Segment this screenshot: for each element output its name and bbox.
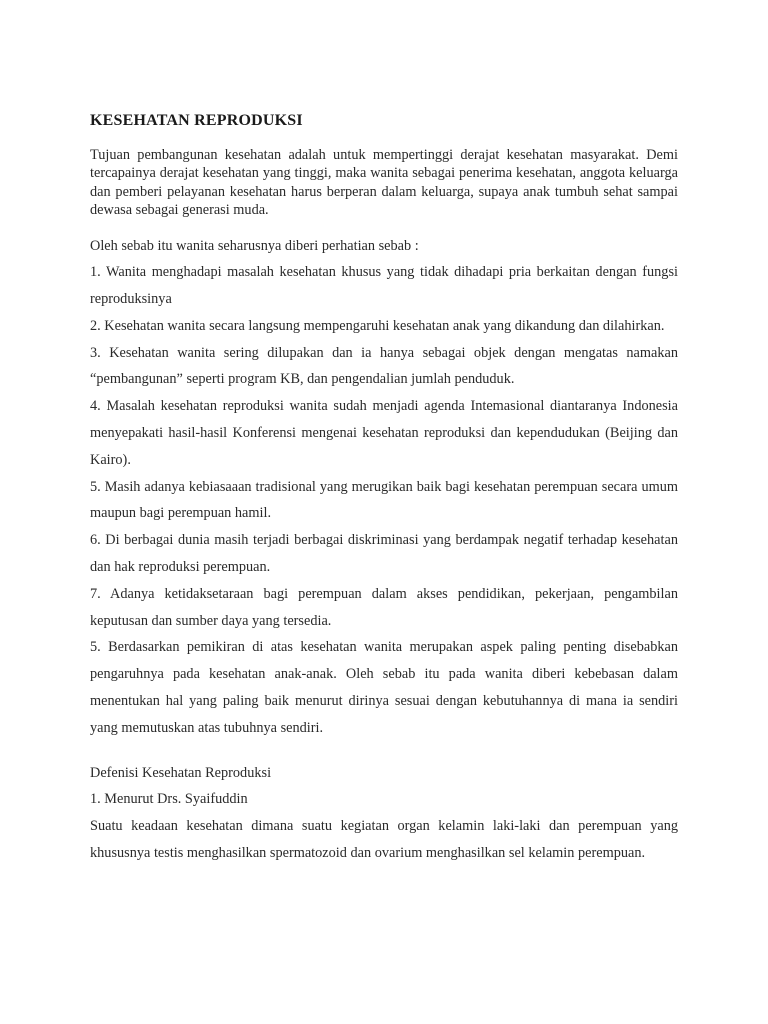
lead-sentence: Oleh sebab itu wanita seharusnya diberi perhatian sebab : xyxy=(90,238,419,255)
list-item: 7. Adanya ketidaksetaraan bagi perempuan dalam akses pendidikan, pekerjaan, pengambilan keputusan dan sumber daya yang tersedia. xyxy=(90,585,678,629)
definition-text: Suatu keadaan kesehatan dimana suatu kegiatan organ kelamin laki-laki dan perempuan yang khususnya testis menghasilkan spermatozoid dan ovarium menghasilkan sel kelamin perempuan. xyxy=(90,818,678,861)
reasons-list xyxy=(90,259,678,741)
definition-source: 1. Menurut Drs. Syaifuddin xyxy=(90,791,248,808)
list-item: 3. Kesehatan wanita sering dilupakan dan ia hanya sebagai objek dengan mengatas namakan “pembangunan” seperti program KB, dan pengendalian jumlah penduduk. xyxy=(90,344,678,388)
list-item: 4. Masalah kesehatan reproduksi wanita sudah menjadi agenda Intemasional diantaranya Indonesia menyepakati hasil-hasil Konferensi mengenai kesehatan reproduksi dan kependudukan (Beijing dan Kairo). xyxy=(90,398,678,468)
list-item: 1. Wanita menghadapi masalah kesehatan khusus yang tidak dihadapi pria berkaitan dengan fungsi reproduksinya xyxy=(90,264,678,307)
intro-paragraph: Tujuan pembangunan kesehatan adalah untuk mempertinggi derajat kesehatan masyarakat. Demi tercapainya derajat kesehatan yang tinggi, maka wanita sebagai penerima kesehatan, anggota keluarga dan pemberi pelayanan kesehatan harus berperan dalam keluarga, supaya anak tumbuh sehat sampai dewasa sebagai generasi muda. xyxy=(90,147,678,218)
list-item: 5. Berdasarkan pemikiran di atas kesehatan wanita merupakan aspek paling penting disebabkan pengaruhnya pada kesehatan anak-anak. Oleh sebab itu pada wanita diberi kebebasan dalam menentukan hal yang paling baik menurut dirinya sesuai dengan kebutuhannya di mana ia sendiri yang memutuskan atas tubuhnya sendiri. xyxy=(90,639,678,736)
list-item: 2. Kesehatan wanita secara langsung mempengaruhi kesehatan anak yang dikandung dan dilahirkan. xyxy=(90,317,665,334)
document-title: KESEHATAN REPRODUKSI xyxy=(90,112,303,129)
list-item: 5. Masih adanya kebiasaaan tradisional yang merugikan baik bagi kesehatan perempuan secara umum maupun bagi perempuan hamil. xyxy=(90,478,678,522)
document-content xyxy=(90,110,678,867)
definition-heading: Defenisi Kesehatan Reproduksi xyxy=(90,764,272,781)
list-item: 6. Di berbagai dunia masih terjadi berbagai diskriminasi yang berdampak negatif terhadap kesehatan dan hak reproduksi perempuan. xyxy=(90,532,678,575)
